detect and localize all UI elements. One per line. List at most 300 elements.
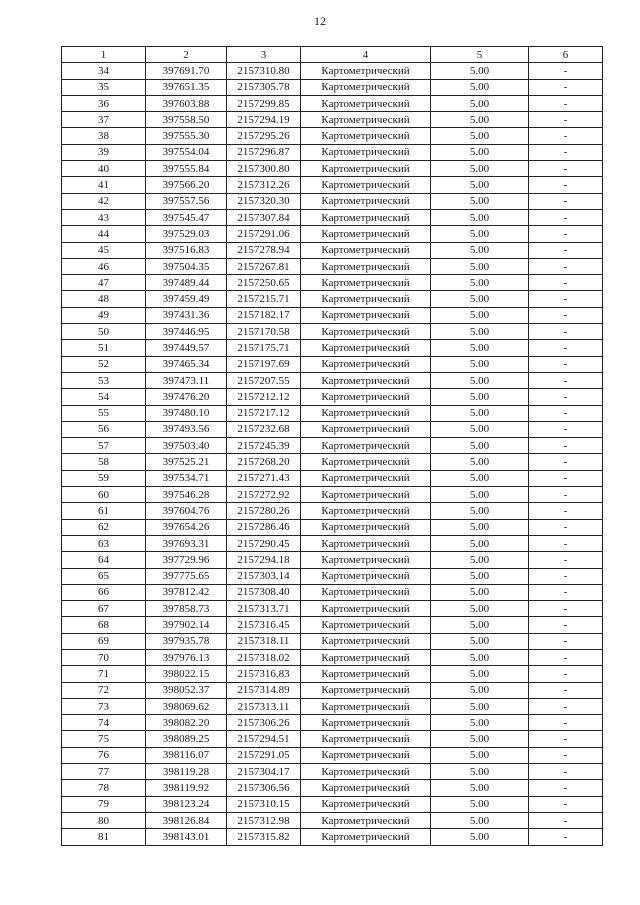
accuracy-cell: 5.00	[431, 438, 529, 454]
method-cell: Картометрический	[301, 698, 431, 714]
x-coordinate-cell: 397480.10	[146, 405, 227, 421]
y-coordinate-cell: 2157170.58	[227, 324, 301, 340]
method-cell: Картометрический	[301, 242, 431, 258]
description-cell: -	[529, 633, 603, 649]
description-cell: -	[529, 747, 603, 763]
method-cell: Картометрический	[301, 389, 431, 405]
accuracy-cell: 5.00	[431, 95, 529, 111]
table-row	[62, 796, 603, 812]
point-number-cell: 69	[62, 633, 146, 649]
x-coordinate-cell: 397476.20	[146, 389, 227, 405]
table-row	[62, 193, 603, 209]
x-coordinate-cell: 397493.56	[146, 421, 227, 437]
point-number-cell: 46	[62, 258, 146, 274]
y-coordinate-cell: 2157306.26	[227, 715, 301, 731]
method-cell: Картометрический	[301, 63, 431, 79]
table-row	[62, 209, 603, 225]
y-coordinate-cell: 2157318.11	[227, 633, 301, 649]
description-cell: -	[529, 324, 603, 340]
table-row	[62, 421, 603, 437]
point-number-cell: 81	[62, 829, 146, 845]
y-coordinate-cell: 2157310.80	[227, 63, 301, 79]
column-header-method: 4	[301, 47, 431, 63]
description-cell: -	[529, 291, 603, 307]
point-number-cell: 68	[62, 617, 146, 633]
x-coordinate-cell: 397654.26	[146, 519, 227, 535]
description-cell: -	[529, 535, 603, 551]
y-coordinate-cell: 2157316.83	[227, 666, 301, 682]
point-number-cell: 48	[62, 291, 146, 307]
table-row	[62, 519, 603, 535]
description-cell: -	[529, 487, 603, 503]
y-coordinate-cell: 2157197.69	[227, 356, 301, 372]
y-coordinate-cell: 2157318.02	[227, 649, 301, 665]
x-coordinate-cell: 397812.42	[146, 584, 227, 600]
y-coordinate-cell: 2157278.94	[227, 242, 301, 258]
method-cell: Картометрический	[301, 177, 431, 193]
description-cell: -	[529, 829, 603, 845]
accuracy-cell: 5.00	[431, 307, 529, 323]
y-coordinate-cell: 2157212.12	[227, 389, 301, 405]
table-row	[62, 633, 603, 649]
accuracy-cell: 5.00	[431, 829, 529, 845]
description-cell: -	[529, 812, 603, 828]
method-cell: Картометрический	[301, 487, 431, 503]
accuracy-cell: 5.00	[431, 470, 529, 486]
description-cell: -	[529, 307, 603, 323]
x-coordinate-cell: 397459.49	[146, 291, 227, 307]
description-cell: -	[529, 438, 603, 454]
x-coordinate-cell: 397503.40	[146, 438, 227, 454]
method-cell: Картометрический	[301, 503, 431, 519]
point-number-cell: 53	[62, 372, 146, 388]
method-cell: Картометрический	[301, 193, 431, 209]
x-coordinate-cell: 397557.56	[146, 193, 227, 209]
y-coordinate-cell: 2157271.43	[227, 470, 301, 486]
point-number-cell: 54	[62, 389, 146, 405]
method-cell: Картометрический	[301, 324, 431, 340]
description-cell: -	[529, 389, 603, 405]
accuracy-cell: 5.00	[431, 226, 529, 242]
point-number-cell: 65	[62, 568, 146, 584]
accuracy-cell: 5.00	[431, 340, 529, 356]
method-cell: Картометрический	[301, 682, 431, 698]
y-coordinate-cell: 2157290.45	[227, 535, 301, 551]
description-cell: -	[529, 112, 603, 128]
table-row	[62, 275, 603, 291]
description-cell: -	[529, 796, 603, 812]
accuracy-cell: 5.00	[431, 112, 529, 128]
table-row	[62, 747, 603, 763]
column-header-x-coordinate: 2	[146, 47, 227, 63]
table-row	[62, 584, 603, 600]
accuracy-cell: 5.00	[431, 682, 529, 698]
y-coordinate-cell: 2157313.71	[227, 601, 301, 617]
point-number-cell: 49	[62, 307, 146, 323]
description-cell: -	[529, 63, 603, 79]
accuracy-cell: 5.00	[431, 487, 529, 503]
table-row	[62, 372, 603, 388]
y-coordinate-cell: 2157294.51	[227, 731, 301, 747]
x-coordinate-cell: 397516.83	[146, 242, 227, 258]
method-cell: Картометрический	[301, 79, 431, 95]
method-cell: Картометрический	[301, 649, 431, 665]
method-cell: Картометрический	[301, 356, 431, 372]
description-cell: -	[529, 226, 603, 242]
description-cell: -	[529, 584, 603, 600]
method-cell: Картометрический	[301, 226, 431, 242]
description-cell: -	[529, 649, 603, 665]
method-cell: Картометрический	[301, 112, 431, 128]
point-number-cell: 70	[62, 649, 146, 665]
description-cell: -	[529, 372, 603, 388]
x-coordinate-cell: 398119.92	[146, 780, 227, 796]
method-cell: Картометрический	[301, 421, 431, 437]
x-coordinate-cell: 397489.44	[146, 275, 227, 291]
y-coordinate-cell: 2157294.18	[227, 552, 301, 568]
x-coordinate-cell: 397555.84	[146, 161, 227, 177]
table-row	[62, 715, 603, 731]
table-row	[62, 617, 603, 633]
accuracy-cell: 5.00	[431, 242, 529, 258]
accuracy-cell: 5.00	[431, 324, 529, 340]
description-cell: -	[529, 161, 603, 177]
accuracy-cell: 5.00	[431, 389, 529, 405]
method-cell: Картометрический	[301, 372, 431, 388]
table-row	[62, 470, 603, 486]
method-cell: Картометрический	[301, 454, 431, 470]
description-cell: -	[529, 193, 603, 209]
point-number-cell: 43	[62, 209, 146, 225]
accuracy-cell: 5.00	[431, 209, 529, 225]
x-coordinate-cell: 397935.78	[146, 633, 227, 649]
column-header-accuracy: 5	[431, 47, 529, 63]
accuracy-cell: 5.00	[431, 649, 529, 665]
method-cell: Картометрический	[301, 258, 431, 274]
method-cell: Картометрический	[301, 584, 431, 600]
method-cell: Картометрический	[301, 666, 431, 682]
y-coordinate-cell: 2157268.20	[227, 454, 301, 470]
table-row	[62, 258, 603, 274]
method-cell: Картометрический	[301, 617, 431, 633]
y-coordinate-cell: 2157306.56	[227, 780, 301, 796]
accuracy-cell: 5.00	[431, 454, 529, 470]
point-number-cell: 34	[62, 63, 146, 79]
method-cell: Картометрический	[301, 438, 431, 454]
table-row	[62, 144, 603, 160]
table-row	[62, 649, 603, 665]
y-coordinate-cell: 2157295.26	[227, 128, 301, 144]
y-coordinate-cell: 2157267.81	[227, 258, 301, 274]
method-cell: Картометрический	[301, 535, 431, 551]
table-row	[62, 829, 603, 845]
table-row	[62, 389, 603, 405]
y-coordinate-cell: 2157300.80	[227, 161, 301, 177]
table-row	[62, 79, 603, 95]
point-number-cell: 50	[62, 324, 146, 340]
x-coordinate-cell: 397693.31	[146, 535, 227, 551]
x-coordinate-cell: 397473.11	[146, 372, 227, 388]
x-coordinate-cell: 398119.28	[146, 764, 227, 780]
description-cell: -	[529, 552, 603, 568]
method-cell: Картометрический	[301, 829, 431, 845]
point-number-cell: 61	[62, 503, 146, 519]
y-coordinate-cell: 2157245.39	[227, 438, 301, 454]
x-coordinate-cell: 397504.35	[146, 258, 227, 274]
table-row	[62, 95, 603, 111]
x-coordinate-cell: 398126.84	[146, 812, 227, 828]
point-number-cell: 59	[62, 470, 146, 486]
table-row	[62, 698, 603, 714]
description-cell: -	[529, 601, 603, 617]
table-row	[62, 226, 603, 242]
y-coordinate-cell: 2157316.45	[227, 617, 301, 633]
accuracy-cell: 5.00	[431, 796, 529, 812]
point-number-cell: 74	[62, 715, 146, 731]
x-coordinate-cell: 397858.73	[146, 601, 227, 617]
point-number-cell: 80	[62, 812, 146, 828]
description-cell: -	[529, 454, 603, 470]
point-number-cell: 55	[62, 405, 146, 421]
accuracy-cell: 5.00	[431, 144, 529, 160]
table-row	[62, 454, 603, 470]
point-number-cell: 44	[62, 226, 146, 242]
y-coordinate-cell: 2157286.46	[227, 519, 301, 535]
table-row	[62, 666, 603, 682]
accuracy-cell: 5.00	[431, 372, 529, 388]
y-coordinate-cell: 2157291.06	[227, 226, 301, 242]
column-header-y-coordinate: 3	[227, 47, 301, 63]
accuracy-cell: 5.00	[431, 715, 529, 731]
accuracy-cell: 5.00	[431, 584, 529, 600]
x-coordinate-cell: 397554.04	[146, 144, 227, 160]
accuracy-cell: 5.00	[431, 503, 529, 519]
description-cell: -	[529, 780, 603, 796]
column-header-description: 6	[529, 47, 603, 63]
accuracy-cell: 5.00	[431, 291, 529, 307]
point-number-cell: 41	[62, 177, 146, 193]
table-row	[62, 438, 603, 454]
point-number-cell: 58	[62, 454, 146, 470]
x-coordinate-cell: 398116.07	[146, 747, 227, 763]
description-cell: -	[529, 79, 603, 95]
table-row	[62, 291, 603, 307]
accuracy-cell: 5.00	[431, 258, 529, 274]
table-row	[62, 601, 603, 617]
table-row	[62, 552, 603, 568]
accuracy-cell: 5.00	[431, 617, 529, 633]
point-number-cell: 39	[62, 144, 146, 160]
point-number-cell: 64	[62, 552, 146, 568]
accuracy-cell: 5.00	[431, 63, 529, 79]
y-coordinate-cell: 2157304.17	[227, 764, 301, 780]
y-coordinate-cell: 2157299.85	[227, 95, 301, 111]
point-number-cell: 40	[62, 161, 146, 177]
x-coordinate-cell: 397546.28	[146, 487, 227, 503]
accuracy-cell: 5.00	[431, 568, 529, 584]
accuracy-cell: 5.00	[431, 633, 529, 649]
y-coordinate-cell: 2157294.19	[227, 112, 301, 128]
accuracy-cell: 5.00	[431, 666, 529, 682]
y-coordinate-cell: 2157291.05	[227, 747, 301, 763]
x-coordinate-cell: 398089.25	[146, 731, 227, 747]
y-coordinate-cell: 2157272.92	[227, 487, 301, 503]
method-cell: Картометрический	[301, 161, 431, 177]
y-coordinate-cell: 2157280.26	[227, 503, 301, 519]
method-cell: Картометрический	[301, 796, 431, 812]
accuracy-cell: 5.00	[431, 535, 529, 551]
x-coordinate-cell: 397431.36	[146, 307, 227, 323]
method-cell: Картометрический	[301, 307, 431, 323]
x-coordinate-cell: 397555.30	[146, 128, 227, 144]
method-cell: Картометрический	[301, 275, 431, 291]
method-cell: Картометрический	[301, 780, 431, 796]
description-cell: -	[529, 421, 603, 437]
table-row	[62, 731, 603, 747]
point-number-cell: 79	[62, 796, 146, 812]
method-cell: Картометрический	[301, 405, 431, 421]
point-number-cell: 77	[62, 764, 146, 780]
x-coordinate-cell: 397651.35	[146, 79, 227, 95]
point-number-cell: 35	[62, 79, 146, 95]
accuracy-cell: 5.00	[431, 812, 529, 828]
x-coordinate-cell: 397976.13	[146, 649, 227, 665]
accuracy-cell: 5.00	[431, 780, 529, 796]
point-number-cell: 45	[62, 242, 146, 258]
x-coordinate-cell: 397525.21	[146, 454, 227, 470]
x-coordinate-cell: 397465.34	[146, 356, 227, 372]
point-number-cell: 42	[62, 193, 146, 209]
y-coordinate-cell: 2157314.89	[227, 682, 301, 698]
method-cell: Картометрический	[301, 95, 431, 111]
point-number-cell: 36	[62, 95, 146, 111]
table-row	[62, 161, 603, 177]
x-coordinate-cell: 397902.14	[146, 617, 227, 633]
point-number-cell: 67	[62, 601, 146, 617]
table-row	[62, 568, 603, 584]
accuracy-cell: 5.00	[431, 356, 529, 372]
method-cell: Картометрический	[301, 633, 431, 649]
x-coordinate-cell: 398069.62	[146, 698, 227, 714]
description-cell: -	[529, 503, 603, 519]
table-row	[62, 177, 603, 193]
table-row	[62, 487, 603, 503]
x-coordinate-cell: 397529.03	[146, 226, 227, 242]
table-row	[62, 682, 603, 698]
y-coordinate-cell: 2157308.40	[227, 584, 301, 600]
description-cell: -	[529, 177, 603, 193]
point-number-cell: 51	[62, 340, 146, 356]
accuracy-cell: 5.00	[431, 79, 529, 95]
table-row	[62, 340, 603, 356]
table-row	[62, 128, 603, 144]
y-coordinate-cell: 2157182.17	[227, 307, 301, 323]
method-cell: Картометрический	[301, 747, 431, 763]
y-coordinate-cell: 2157232.68	[227, 421, 301, 437]
table-row	[62, 112, 603, 128]
accuracy-cell: 5.00	[431, 161, 529, 177]
accuracy-cell: 5.00	[431, 275, 529, 291]
accuracy-cell: 5.00	[431, 747, 529, 763]
description-cell: -	[529, 682, 603, 698]
x-coordinate-cell: 397729.96	[146, 552, 227, 568]
point-number-cell: 37	[62, 112, 146, 128]
table-header-row	[62, 47, 603, 63]
point-number-cell: 71	[62, 666, 146, 682]
x-coordinate-cell: 397446.95	[146, 324, 227, 340]
x-coordinate-cell: 397691.70	[146, 63, 227, 79]
x-coordinate-cell: 398143.01	[146, 829, 227, 845]
accuracy-cell: 5.00	[431, 128, 529, 144]
method-cell: Картометрический	[301, 340, 431, 356]
table-row	[62, 307, 603, 323]
y-coordinate-cell: 2157310.15	[227, 796, 301, 812]
description-cell: -	[529, 258, 603, 274]
y-coordinate-cell: 2157313.11	[227, 698, 301, 714]
y-coordinate-cell: 2157312.98	[227, 812, 301, 828]
table-row	[62, 356, 603, 372]
x-coordinate-cell: 398082.20	[146, 715, 227, 731]
table-row	[62, 405, 603, 421]
point-number-cell: 57	[62, 438, 146, 454]
x-coordinate-cell: 397603.88	[146, 95, 227, 111]
method-cell: Картометрический	[301, 291, 431, 307]
description-cell: -	[529, 519, 603, 535]
point-number-cell: 66	[62, 584, 146, 600]
description-cell: -	[529, 242, 603, 258]
method-cell: Картометрический	[301, 144, 431, 160]
point-number-cell: 56	[62, 421, 146, 437]
x-coordinate-cell: 398123.24	[146, 796, 227, 812]
accuracy-cell: 5.00	[431, 698, 529, 714]
method-cell: Картометрический	[301, 128, 431, 144]
description-cell: -	[529, 405, 603, 421]
table-row	[62, 535, 603, 551]
method-cell: Картометрический	[301, 209, 431, 225]
description-cell: -	[529, 617, 603, 633]
table-row	[62, 503, 603, 519]
point-number-cell: 52	[62, 356, 146, 372]
y-coordinate-cell: 2157250.65	[227, 275, 301, 291]
method-cell: Картометрический	[301, 731, 431, 747]
accuracy-cell: 5.00	[431, 193, 529, 209]
description-cell: -	[529, 275, 603, 291]
y-coordinate-cell: 2157296.87	[227, 144, 301, 160]
description-cell: -	[529, 356, 603, 372]
accuracy-cell: 5.00	[431, 731, 529, 747]
y-coordinate-cell: 2157175.71	[227, 340, 301, 356]
description-cell: -	[529, 666, 603, 682]
method-cell: Картометрический	[301, 715, 431, 731]
method-cell: Картометрический	[301, 764, 431, 780]
method-cell: Картометрический	[301, 470, 431, 486]
x-coordinate-cell: 397775.65	[146, 568, 227, 584]
table-row	[62, 780, 603, 796]
table-row	[62, 324, 603, 340]
point-number-cell: 60	[62, 487, 146, 503]
x-coordinate-cell: 397545.47	[146, 209, 227, 225]
description-cell: -	[529, 209, 603, 225]
point-number-cell: 38	[62, 128, 146, 144]
column-header-point-number: 1	[62, 47, 146, 63]
point-number-cell: 62	[62, 519, 146, 535]
x-coordinate-cell: 398022.15	[146, 666, 227, 682]
x-coordinate-cell: 397604.76	[146, 503, 227, 519]
table-row	[62, 764, 603, 780]
description-cell: -	[529, 128, 603, 144]
accuracy-cell: 5.00	[431, 177, 529, 193]
description-cell: -	[529, 95, 603, 111]
